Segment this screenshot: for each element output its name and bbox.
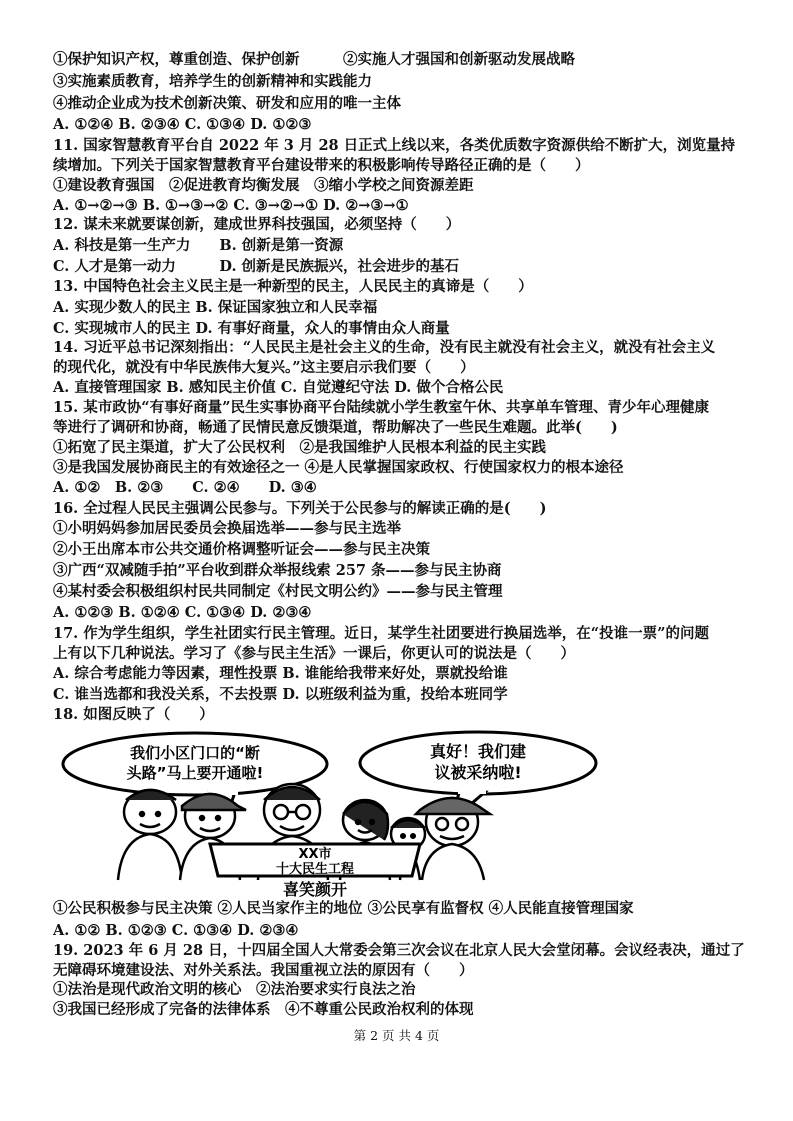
option-line: ③是我国发展协商民主的有效途径之一 ④是人民掌握国家政权、行使国家权力的根本途径 [53, 459, 624, 476]
answer-choices: A. ①② B. ②③ C. ②④ D. ③④ [53, 479, 317, 496]
question-19-cont: 无障碍环境建设法、对外关系法。我国重视立法的原因有（ ） [53, 962, 474, 979]
question-14: 14. 习近平总书记深刻指出：“人民民主是社会主义的生命，没有民主就没有社会主义，就没有社会主义 [53, 339, 716, 356]
question-11-cont: 续增加。下列关于国家智慧教育平台建设带来的积极影响传导路径正确的是（ ） [53, 157, 590, 174]
question-14-cont: 的现代化，就没有中华民族伟大复兴。”这主要启示我们要（ ） [53, 359, 475, 376]
answer-choices: A. ①②③ B. ①②④ C. ①③④ D. ②③④ [53, 604, 312, 621]
option-line: ①法治是现代政治文明的核心 ②法治要求实行良法之治 [53, 981, 416, 998]
answer-choices: A. ①② B. ①②③ C. ①③④ D. ②③④ [53, 922, 299, 939]
answer-choices: A. 科技是第一生产力 B. 创新是第一资源 [53, 237, 344, 254]
banner [210, 844, 420, 877]
banner-text-1: XX市 [298, 847, 332, 862]
bubble-left-text-2: 头路”马上要开通啦! [126, 764, 264, 782]
question-11: 11. 国家智慧教育平台自 2022 年 3 月 28 日正式上线以来，各类优质数字资源供给不断扩大，浏览量持 [53, 137, 736, 154]
option-line: ①建设教育强国 ②促进教育均衡发展 ③缩小学校之间资源差距 [53, 177, 474, 194]
option-line: ①保护知识产权，尊重创造、保护创新 ②实施人才强国和创新驱动发展战略 [53, 51, 575, 68]
cartoon-caption: 喜笑颜开 [282, 880, 348, 898]
bubble-right-text-2: 议被采纳啦! [434, 763, 522, 782]
option-line: ①小明妈妈参加居民委员会换届选举——参与民主选举 [53, 520, 401, 537]
page-footer: 第 2 页 共 4 页 [353, 1028, 440, 1043]
cartoon-illustration [60, 730, 730, 898]
option-line: ①公民积极参与民主决策 ②人民当家作主的地位 ③公民享有监督权 ④人民能直接管理国家 [53, 900, 634, 917]
answer-choices: C. 实现城市人的民主 D. 有事好商量，众人的事情由众人商量 [53, 320, 450, 337]
question-17-cont: 上有以下几种说法。学习了《参与民主生活》一课后，你更认可的说法是（ ） [53, 645, 575, 662]
question-18: 18. 如图反映了（ ） [53, 706, 214, 723]
bubble-right-text-1: 真好！我们建 [429, 742, 527, 761]
answer-choices: C. 谁当选都和我没关系，不去投票 D. 以班级利益为重，投给本班同学 [53, 686, 508, 703]
option-line: ③实施素质教育，培养学生的创新精神和实践能力 [53, 73, 372, 90]
option-line: ②小王出席本市公共交通价格调整听证会——参与民主决策 [53, 541, 430, 558]
option-line: ④某村委会积极组织村民共同制定《村民文明公约》——参与民主管理 [53, 583, 503, 600]
question-13: 13. 中国特色社会主义民主是一种新型的民主，人民民主的真谛是（ ） [53, 278, 533, 295]
question-17: 17. 作为学生组织，学生社团实行民主管理。近日，某学生社团要进行换届选举，在“投谁一票”的问题 [53, 625, 709, 642]
question-15: 15. 某市政协“有事好商量”民生实事协商平台陆续就小学生教室午休、共享单车管理、青少年心理健康 [53, 399, 709, 416]
option-line: ④推动企业成为技术创新决策、研发和应用的唯一主体 [53, 95, 401, 112]
option-line: ③我国已经形成了完备的法律体系 ④不尊重公民政治权利的体现 [53, 1001, 474, 1018]
option-line: ①拓宽了民主渠道，扩大了公民权利 ②是我国维护人民根本利益的民主实践 [53, 439, 546, 456]
banner-text-2: 十大民生工程 [275, 862, 355, 877]
answer-choices: C. 人才是第一动力 D. 创新是民族振兴，社会进步的基石 [53, 258, 460, 275]
answer-choices: A. ①②④ B. ②③④ C. ①③④ D. ①②③ [53, 116, 312, 133]
option-line: ③广西“双减随手拍”平台收到群众举报线索 257 条——参与民主协商 [53, 562, 502, 579]
answer-choices: A. 实现少数人的民主 B. 保证国家独立和人民幸福 [53, 299, 378, 316]
answer-choices: A. 直接管理国家 B. 感知民主价值 C. 自觉遵纪守法 D. 做个合格公民 [53, 379, 504, 396]
question-15-cont: 等进行了调研和协商，畅通了民情民意反馈渠道，帮助解决了一些民生难题。此举( ) [53, 419, 618, 436]
question-12: 12. 谋未来就要谋创新，建成世界科技强国，必须坚持（ ） [53, 216, 461, 233]
question-16: 16. 全过程人民民主强调公民参与。下列关于公民参与的解读正确的是( ) [53, 500, 547, 517]
answer-choices: A. ①→②→③ B. ①→③→② C. ③→②→① D. ②→③→① [53, 197, 409, 214]
bubble-left-text-1: 我们小区门口的“断 [130, 744, 260, 762]
question-19: 19. 2023 年 6 月 28 日，十四届全国人大常委会第三次会议在北京人民大会堂闭幕。会议经表决，通过了 [53, 942, 745, 959]
answer-choices: A. 综合考虑能力等因素，理性投票 B. 谁能给我带来好处，票就投给谁 [53, 665, 508, 682]
